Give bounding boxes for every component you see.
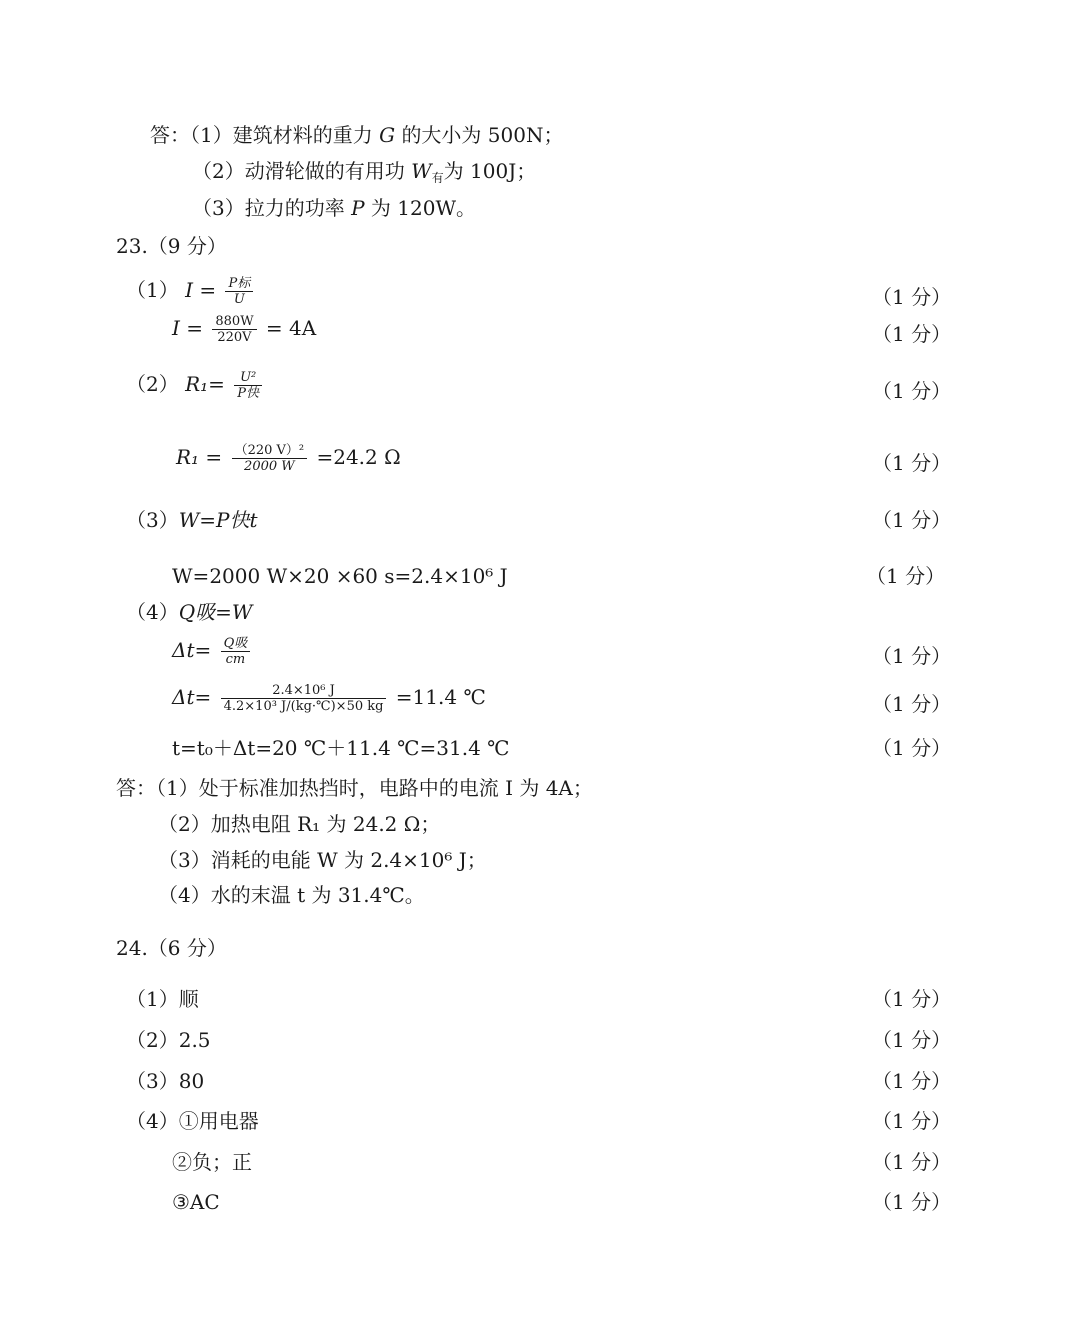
q23-answer-2: （2）加热电阻 R₁ 为 24.2 Ω； xyxy=(158,812,441,836)
q24-row-5: ②负；正 xyxy=(172,1150,252,1174)
q23-p3-calc: W=2000 W×20 ×60 s=2.4×10⁶ J xyxy=(172,564,508,588)
fraction: $\frac{\text{U²}}{\text{P快}}$ xyxy=(234,370,262,401)
q23-answer-1: 答：（1）处于标准加热挡时，电路中的电流 I 为 4A； xyxy=(116,776,593,800)
q23-p3-formula: （3）W=P快t xyxy=(126,508,258,532)
score: （1 分） xyxy=(872,987,952,1011)
score: （1 分） xyxy=(872,1069,952,1093)
fraction: $\frac{\text{2.4×10⁶ J}}{\text{4.2×10³ J/(kg·℃)×50 kg}}$ xyxy=(221,683,387,714)
q23-p4-calc: Δt= $\frac{\text{2.4×10⁶ J}}{\text{4.2×10³ J/(kg·℃)×50 kg}}$ =11.4 ℃ xyxy=(172,683,486,714)
q23-p4-formula: （4）Q吸=W xyxy=(126,600,253,624)
score: （1 分） xyxy=(872,1028,952,1052)
answer22-line2: （2）动滑轮做的有用功 $W_有$为 100J； xyxy=(192,159,537,185)
score: （1 分） xyxy=(872,285,952,309)
q24-row-6: ③AC xyxy=(172,1190,220,1214)
fraction: $\frac{\text{P标}}{U}$ xyxy=(225,276,253,307)
q23-answer-4: （4）水的末温 t 为 31.4℃。 xyxy=(158,883,425,907)
q23-p4-final: t=t₀＋Δt=20 ℃＋11.4 ℃=31.4 ℃ xyxy=(172,736,510,760)
q23-p1-calc: I = $\frac{880W}{220V}$ = 4A xyxy=(172,314,317,345)
score: （1 分） xyxy=(872,508,952,532)
score: （1 分） xyxy=(872,1150,952,1174)
fraction: $\frac{880W}{220V}$ xyxy=(212,314,256,345)
score: （1 分） xyxy=(872,736,952,760)
score: （1 分） xyxy=(872,1190,952,1214)
score: （1 分） xyxy=(866,564,946,588)
q23-p2-formula: （2） R₁= $\frac{\text{U²}}{\text{P快}}$ xyxy=(126,370,265,401)
score: （1 分） xyxy=(872,692,952,716)
q24-row-2: （2）2.5 xyxy=(126,1028,211,1052)
q24-row-4: （4）①用电器 xyxy=(126,1109,259,1133)
q23-answer-3: （3）消耗的电能 W 为 2.4×10⁶ J； xyxy=(158,848,487,872)
q24-header: 24.（6 分） xyxy=(116,936,227,960)
fraction: $\frac{\text{（220 V）²}}{2000 W}$ xyxy=(232,443,308,474)
q24-row-3: （3）80 xyxy=(126,1069,205,1093)
q23-p4-dt-formula: Δt= $\frac{\text{Q吸}}{cm}$ xyxy=(172,636,253,667)
score: （1 分） xyxy=(872,644,952,668)
q23-p2-calc: R₁ = $\frac{\text{（220 V）²}}{2000 W}$ =24.2 Ω xyxy=(176,443,401,474)
answer22-line1: 答：（1）建筑材料的重力 G 的大小为 500N； xyxy=(150,123,564,147)
score: （1 分） xyxy=(872,451,952,475)
fraction: $\frac{\text{Q吸}}{cm}$ xyxy=(221,636,251,667)
score: （1 分） xyxy=(872,1109,952,1133)
q23-p1-formula: （1） I = $\frac{\text{P标}}{U}$ xyxy=(126,276,256,307)
q23-header: 23.（9 分） xyxy=(116,234,227,258)
score: （1 分） xyxy=(872,322,952,346)
q24-row-1: （1）顺 xyxy=(126,987,199,1011)
score: （1 分） xyxy=(872,379,952,403)
answer22-line3: （3）拉力的功率 P 为 120W。 xyxy=(192,196,477,220)
